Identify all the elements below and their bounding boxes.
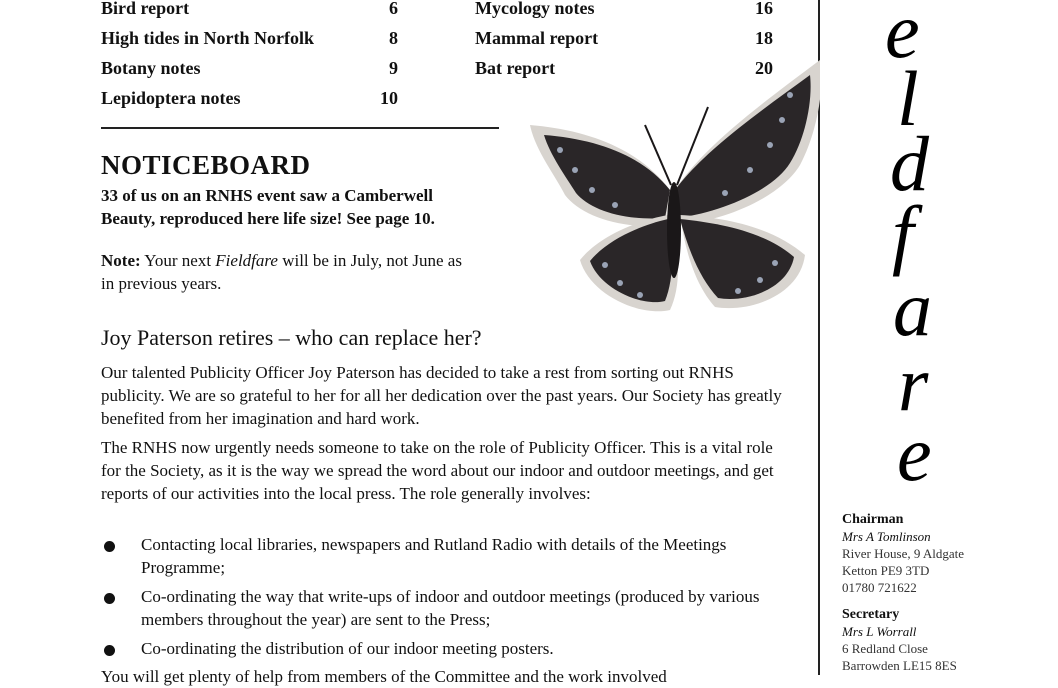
note-text: Your next [144, 251, 212, 270]
officer-role: Chairman [842, 512, 904, 527]
noticeboard-notice [101, 184, 521, 230]
officer-address-line: Barrowden LE15 8ES [842, 658, 957, 673]
article-paragraph: The RNHS now urgently needs someone to take on the role of Publicity Officer. This is a vital role for the Society, as it is the way we spread the word about our indoor and outdoor meetings, and get reports of our activities into the local press. The role generally involves: [101, 438, 774, 503]
masthead-letter: l [897, 55, 919, 142]
contents-item: Mycology notes [475, 0, 595, 18]
bullet-text: Co-ordinating the way that write-ups of indoor and outdoor meetings (produced by various members throughout the year) are sent to the Press; [141, 587, 760, 629]
officer-role: Secretary [842, 607, 900, 622]
section-divider [101, 127, 499, 129]
camberwell-beauty-butterfly-image [520, 55, 820, 320]
officer-secretary [842, 606, 1052, 674]
masthead-letter: e [885, 0, 920, 74]
article-paragraph: Our talented Publicity Officer Joy Paterson has decided to take a rest from sorting out RNHS publicity. We are so grateful to her for all her dedication over the past years. Our Society has greatly benefited from her imagination and hard work. [101, 363, 782, 428]
notice-line: Beauty, reproduced here life size! See page 10. [101, 209, 435, 228]
note-text: will be in July, not June as [282, 251, 462, 270]
notice-line: 33 of us on an RNHS event saw a Camberwell [101, 186, 433, 205]
masthead-letter: d [890, 120, 929, 207]
contents-page-number: 20 [755, 58, 773, 78]
contents-item: Lepidoptera notes [101, 88, 241, 108]
officer-name: Mrs L Worrall [842, 624, 917, 639]
bullet-icon [104, 593, 115, 604]
note-label: Note: [101, 251, 141, 270]
noticeboard-note [101, 249, 531, 295]
officer-address-line: Ketton PE9 3TD [842, 563, 930, 578]
newsletter-title: Fieldfare [215, 251, 278, 270]
officer-phone: 01780 721622 [842, 580, 917, 595]
masthead-letter: f [892, 190, 914, 277]
bullet-icon [104, 645, 115, 656]
article-heading: Joy Paterson retires – who can replace her? [101, 325, 482, 350]
contents-item: Botany notes [101, 58, 201, 78]
contents-page-number: 10 [380, 88, 398, 108]
bullet-text: Contacting local libraries, newspapers and Rutland Radio with details of the Meetings Programme; [141, 535, 727, 577]
officer-address-line: 6 Redland Close [842, 641, 928, 656]
officer-name: Mrs A Tomlinson [842, 529, 931, 544]
bullet-icon [104, 541, 115, 552]
note-text: in previous years. [101, 274, 222, 293]
contents-item: Bat report [475, 58, 556, 78]
contents-page-number: 6 [389, 0, 398, 18]
masthead-letter: a [893, 265, 932, 352]
contents-page-number: 9 [389, 58, 398, 78]
officer-address-line: River House, 9 Aldgate [842, 546, 965, 561]
contents-item: High tides in North Norfolk [101, 28, 315, 48]
article-paragraph: You will get plenty of help from members of the Committee and the work involved [101, 667, 667, 686]
bullet-text: Co-ordinating the distribution of our indoor meeting posters. [141, 639, 554, 658]
masthead-letter: r [898, 340, 929, 427]
contents-page-number: 18 [755, 28, 773, 48]
officer-chairman [842, 511, 1052, 596]
contents-page-number: 16 [755, 0, 773, 18]
noticeboard-heading: NOTICEBOARD [101, 150, 311, 180]
contents-item: Bird report [101, 0, 190, 18]
contents-item: Mammal report [475, 28, 599, 48]
masthead-letter: e [897, 410, 932, 497]
contents-page-number: 8 [389, 28, 398, 48]
